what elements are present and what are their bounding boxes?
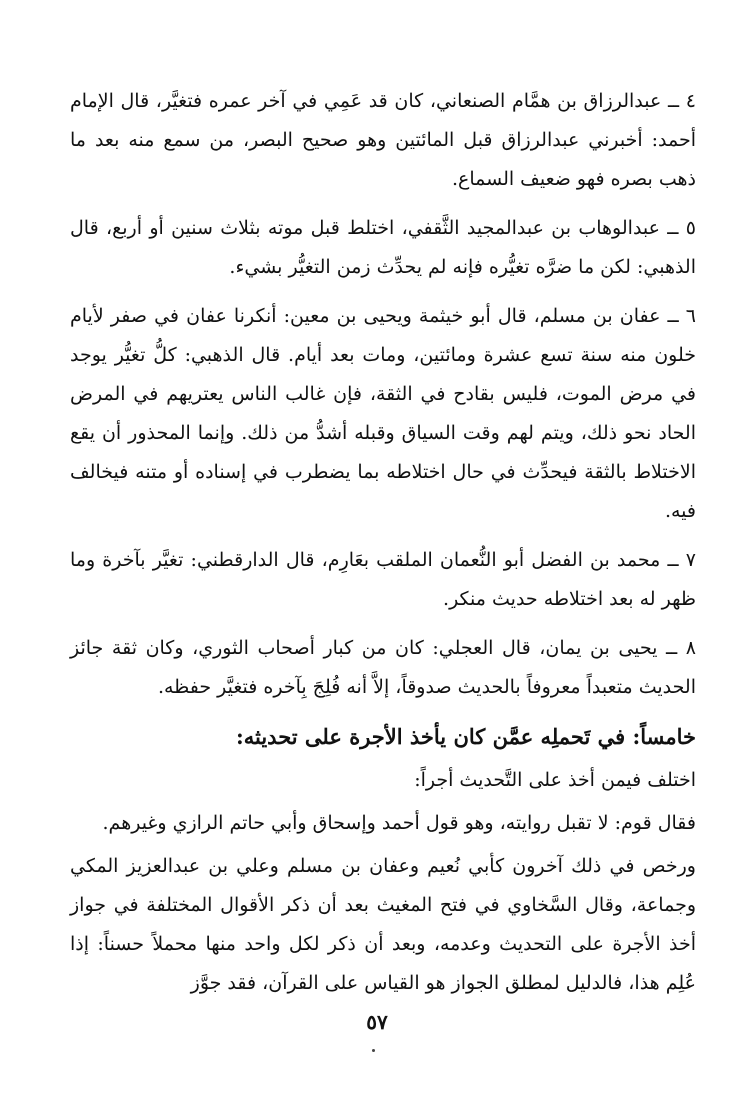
section-paragraph-3: ورخص في ذلك آخرون كأبي نُعيم وعفان بن مسلم وعلي بن عبدالعزيز المكي وجماعة، وقال السَّخاوي في فتح المغيث بعد أن ذكر الأقوال المختلفة في جواز أخذ الأجرة على التحديث وعدمه، وبعد أن ذكر لكل واحد منها محملاً حسناً: إذا عُلِم هذا، فالدليل لمطلق الجواز هو القياس على القرآن، فقد جوَّز [70, 855, 696, 994]
entry-4: ٤ ــ عبدالرزاق بن همَّام الصنعاني، كان قد عَمِي في آخر عمره فتغيَّر، قال الإمام أحمد: أخبرني عبدالرزاق قبل المائتين وهو صحيح البصر، من سمع منه بعد ما ذهب بصره فهو ضعيف السماع. [70, 90, 696, 190]
section-heading: خامساً: في تَحملِه عمَّن كان يأخذ الأجرة على تحديثه: [235, 724, 696, 749]
entry-5: ٥ ــ عبدالوهاب بن عبدالمجيد الثَّقفي، اختلط قبل موته بثلاث سنين أو أربع، قال الذهبي: لكن ما ضرَّه تغيُّره فإنه لم يحدِّث زمن التغيُّر بشيء. [70, 217, 696, 278]
entry-8: ٨ ــ يحيى بن يمان، قال العجلي: كان من كبار أصحاب الثوري، وكان ثقة جائز الحديث متعبداً معروفاً بالحديث صدوقاً، إلاَّ أنه فُلِجَ بِآخره فتغيَّر حفظه. [70, 637, 696, 698]
footer-dot [372, 1049, 375, 1052]
page-number: ٥٧ [366, 1010, 388, 1034]
entry-6: ٦ ــ عفان بن مسلم، قال أبو خيثمة ويحيى بن معين: أنكرنا عفان في صفر لأيام خلون منه سنة تسع عشرة ومائتين، ومات بعد أيام. قال الذهبي: كلُّ تغيُّر يوجد في مرض الموت، فليس بقادح في الثقة، فإن غالب الناس يعتريهم في المرض الحاد نحو ذلك، ويتم لهم وقت السياق وقبله أشدُّ من ذلك. وإنما المحذور أن يقع الاختلاط بالثقة فيحدِّث في حال اختلاطه بما يضطرب في إسناده أو متنه فيخالف فيه. [70, 305, 696, 522]
page-body [70, 82, 696, 1007]
section-paragraph-1: اختلف فيمن أخذ على التَّحديث أجراً: [414, 769, 696, 791]
section-paragraph-2: فقال قوم: لا تقبل روايته، وهو قول أحمد وإسحاق وأبي حاتم الرازي وغيرهم. [102, 812, 696, 834]
entry-7: ٧ ــ محمد بن الفضل أبو النُّعمان الملقب بعَارِم، قال الدارقطني: تغيَّر بآخرة وما ظهر له بعد اختلاطه حديث منكر. [70, 549, 696, 610]
